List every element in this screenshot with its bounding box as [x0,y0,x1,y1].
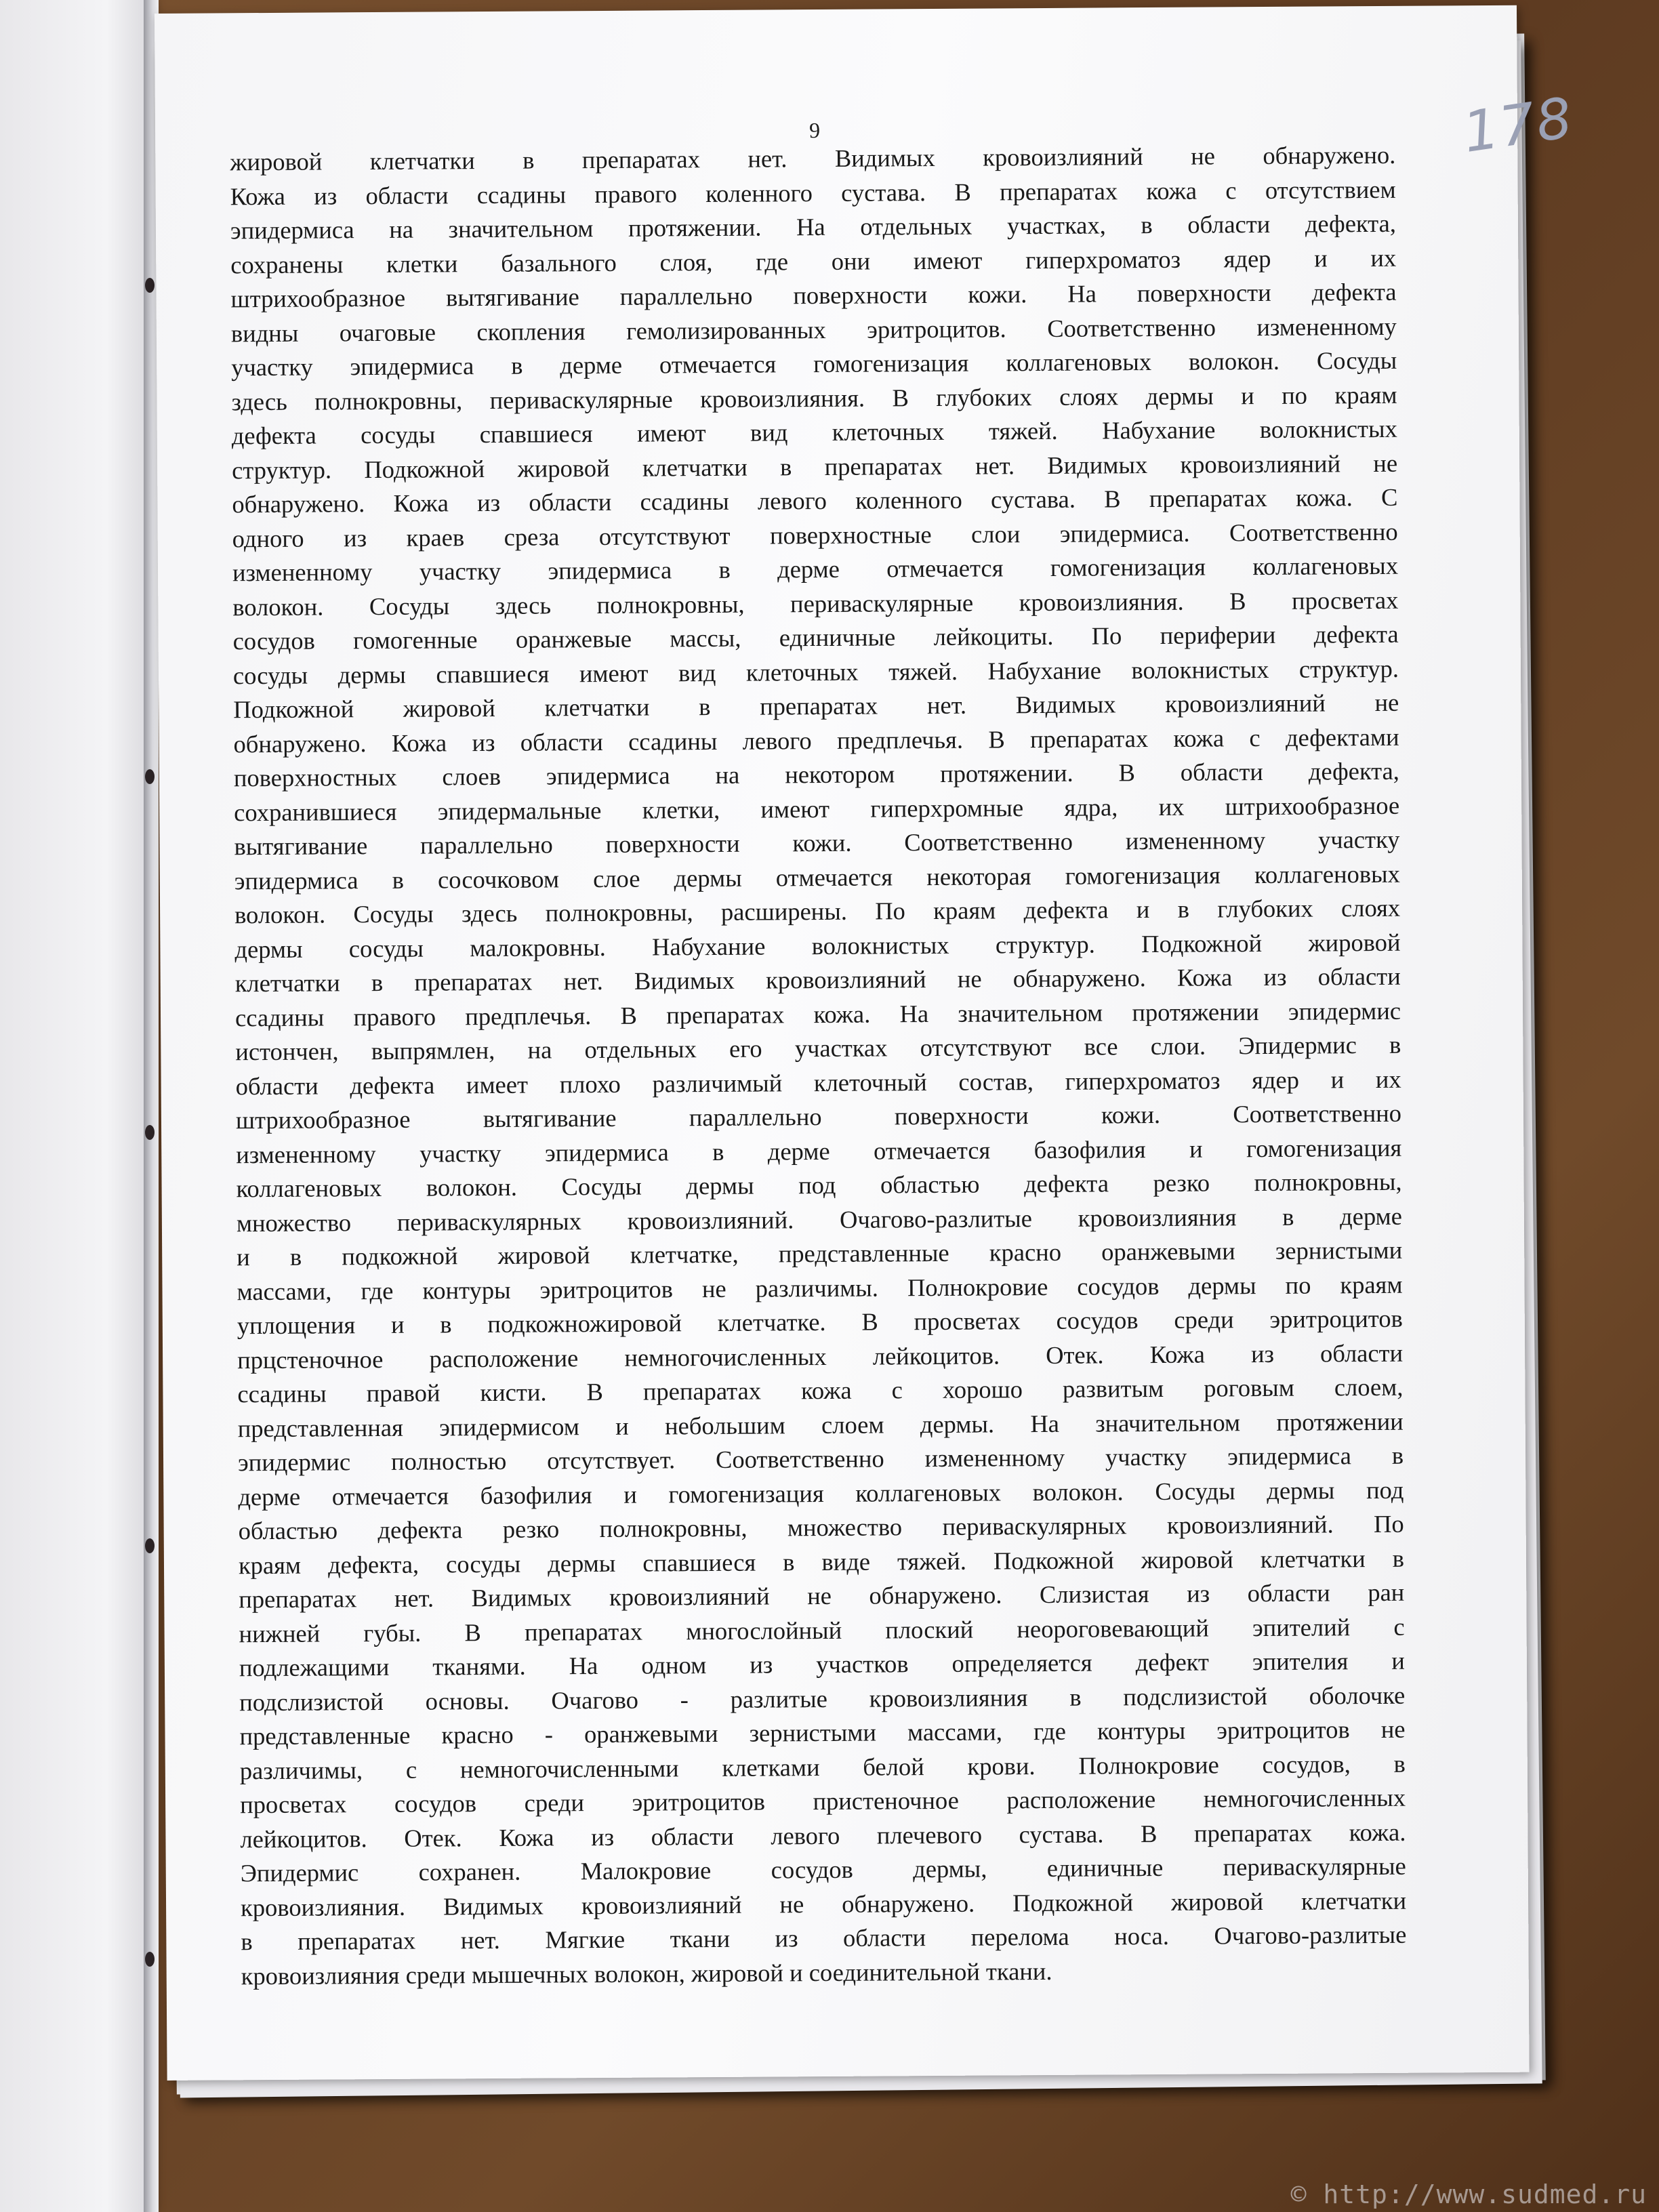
text-line: и в подкожной жировой клетчатке, представленные красно оранжевыми зернистыми [237,1235,1403,1271]
text-line: дерме отмечается базофилия и гомогенизация коллагеновых волокон. Сосуды дермы под [238,1475,1404,1511]
text-line: видны очаговые скопления гемолизированных эритроцитов. Соответственно измененному [230,312,1397,347]
text-line: представленные красно - оранжевыми зернистыми массами, где контуры эритроцитов не [239,1715,1406,1750]
text-line: препаратах нет. Видимых кровоизлияний не обнаружено. Слизистая из области ран [239,1578,1405,1614]
text-line: дефекта сосуды спавшиеся имеют вид клеточных тяжей. Набухание волокнистых [231,414,1397,450]
text-line: уплощения и в подкожножировой клетчатке. В просветах сосудов среди эритроцитов [237,1304,1403,1340]
text-line: множество периваскулярных кровоизлияний. Очагово-разлитые кровоизлияния в дерме [236,1202,1402,1237]
binding-hole [145,1538,155,1553]
text-line: обнаружено. Кожа из области ссадины левого коленного сустава. В препаратах кожа. С [232,483,1398,518]
text-line: коллагеновых волокон. Сосуды дермы под областью дефекта резко полнокровны, [236,1167,1402,1203]
text-line: клетчатки в препаратах нет. Видимых кровоизлияний не обнаружено. Кожа из области [234,962,1401,998]
text-line: одного из краев среза отсутствуют поверхностные слои эпидермиса. Соответственно [232,517,1398,552]
document-page [155,5,1578,2081]
text-line: краям дефекта, сосуды дермы спавшиеся в виде тяжей. Подкожной жировой клетчатки в [238,1544,1405,1579]
left-facing-page [0,0,152,2212]
text-line: сохранены клетки базального слоя, где они имеют гиперхроматоз ядер и их [230,243,1397,279]
text-line: нижней губы. В препаратах многослойный плоский неороговевающий эпителий с [239,1612,1405,1647]
binding-hole [145,1952,155,1967]
text-line: штрихообразное вытягивание параллельно поверхности кожи. Соответственно [235,1099,1402,1134]
text-line: эпидермиса в сосочковом слое дермы отмечается некоторая гомогенизация коллагеновых [234,859,1400,895]
text-line: в препаратах нет. Мягкие ткани из области перелома носа. Очагово-разлитые [241,1920,1407,1956]
text-line: областью дефекта резко полнокровны, множество периваскулярных кровоизлияний. По [238,1509,1404,1545]
text-line: эпидермис полностью отсутствует. Соответственно измененному участку эпидермиса в [237,1441,1404,1477]
text-line: измененному участку эпидермиса в дерме отмечается базофилия и гомогенизация [236,1133,1402,1168]
text-line: жировой клетчатки в препаратах нет. Видимых кровоизлияний не обнаружено. [230,140,1396,176]
text-line: сосуды дермы спавшиеся имеют вид клеточных тяжей. Набухание волокнистых структур. [232,654,1399,689]
text-line: волокон. Сосуды здесь полнокровны, расширены. По краям дефекта и в глубоких слоях [234,893,1401,929]
text-line: истончен, выпрямлен, на отдельных его участках отсутствуют все слои. Эпидермис в [235,1030,1401,1066]
text-line: области дефекта имеет плохо различимый клеточный состав, гиперхроматоз ядер и их [235,1065,1401,1100]
text-line: здесь полнокровны, периваскулярные кровоизлияния. В глубоких слоях дермы и по краям [231,380,1397,415]
text-line: Кожа из области ссадины правого коленного сустава. В препаратах кожа с отсутствием [230,175,1396,210]
binding-hole [145,1125,155,1140]
text-line: ссадины правой кисти. В препаратах кожа с хорошо развитым роговым слоем, [237,1372,1404,1408]
text-line: сохранившиеся эпидермальные клетки, имеют гиперхромные ядра, их штрихообразное [234,791,1400,826]
watermark: © http://www.sudmed.ru [1290,2179,1647,2209]
text-line: структур. Подкожной жировой клетчатки в препаратах нет. Видимых кровоизлияний не [231,449,1398,484]
text-line: участку эпидермиса в дерме отмечается гомогенизация коллагеновых волокон. Сосуды [231,346,1397,382]
text-line: подлежащими тканями. На одном из участков определяется дефект эпителия и [239,1646,1406,1682]
text-line: кровоизлияния. Видимых кровоизлияний не обнаружено. Подкожной жировой клетчатки [240,1886,1407,1921]
text-line: кровоизлияния среди мышечных волокон, жировой и соединительной ткани. [241,1957,1052,1990]
text-line: измененному участку эпидермиса в дерме отмечается гомогенизация коллагеновых [232,551,1399,587]
text-line: прцстеночное расположение немногочисленных лейкоцитов. Отек. Кожа из области [237,1338,1404,1374]
text-line: вытягивание параллельно поверхности кожи. Соответственно измененному участку [234,825,1400,861]
handwritten-folio-number: 178 [1459,85,1578,166]
body-text [230,138,1407,1993]
text-line: поверхностных слоев эпидермиса на некотором протяжении. В области дефекта, [233,756,1399,792]
text-line: различимы, с немногочисленными клетками белой крови. Полнокровие сосудов, в [239,1749,1406,1784]
text-line: подслизистой основы. Очагово - разлитые кровоизлияния в подслизистой оболочке [239,1681,1406,1716]
text-line: Эпидермис сохранен. Малокровие сосудов дермы, единичные периваскулярные [240,1851,1406,1887]
binding-hole [145,769,155,784]
text-line: обнаружено. Кожа из области ссадины левого предплечья. В препаратах кожа с дефектами [233,722,1399,758]
binding-hole [145,278,155,293]
text-line: волокон. Сосуды здесь полнокровны, периваскулярные кровоизлияния. В просветах [232,586,1399,621]
text-line: ссадины правого предплечья. В препаратах кожа. На значительном протяжении эпидермис [234,996,1401,1031]
text-line: дермы сосуды малокровны. Набухание волокнистых структур. Подкожной жировой [234,928,1401,963]
text-line: штрихообразное вытягивание параллельно поверхности кожи. На поверхности дефекта [230,277,1397,313]
text-line: Подкожной жировой клетчатки в препаратах нет. Видимых кровоизлияний не [233,688,1399,724]
page-number: 9 [808,118,821,143]
text-line: массами, где контуры эритроцитов не различимы. Полнокровие сосудов дермы по краям [237,1270,1403,1305]
text-line: лейкоцитов. Отек. Кожа из области левого плечевого сустава. В препаратах кожа. [240,1818,1406,1853]
text-line: представленная эпидермисом и небольшим слоем дермы. На значительном протяжении [237,1407,1404,1442]
text-line: сосудов гомогенные оранжевые массы, единичные лейкоциты. По периферии дефекта [232,619,1399,655]
text-line: просветах сосудов среди эритроцитов пристеночное расположение немногочисленных [240,1783,1406,1819]
text-line: эпидермиса на значительном протяжении. На отдельных участках, в области дефекта, [230,209,1397,245]
